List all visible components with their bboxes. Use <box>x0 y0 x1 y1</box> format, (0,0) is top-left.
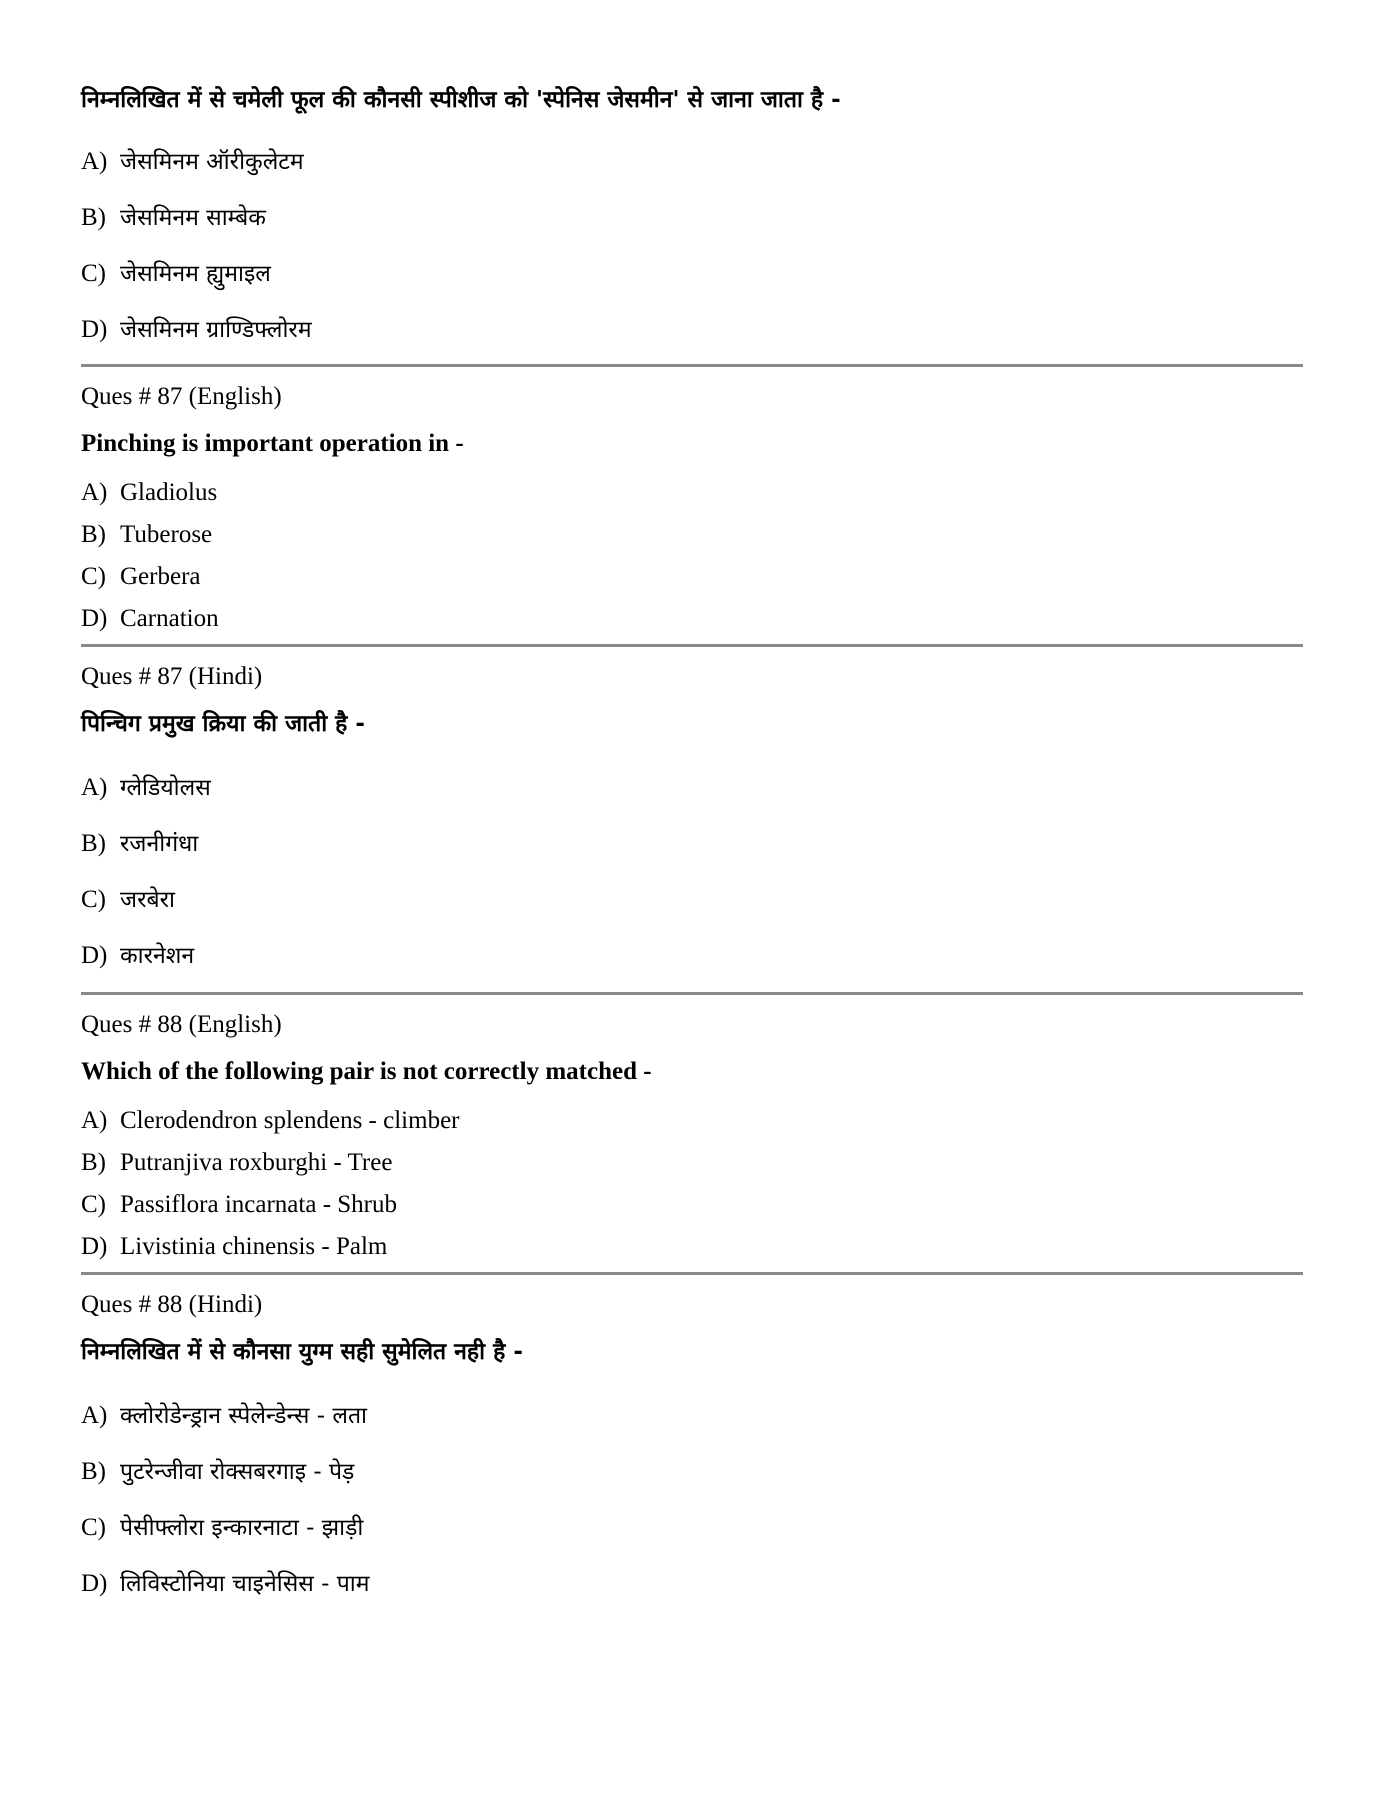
question-text: Pinching is important operation in - <box>81 430 464 457</box>
question-87-hindi <box>81 662 1303 984</box>
option-letter: C) <box>81 260 106 287</box>
option-text: जेसमिनम ह्युमाइल <box>120 261 271 287</box>
option-text: Gladiolus <box>120 479 218 506</box>
option-letter: D) <box>81 1233 108 1260</box>
option-letter: C) <box>81 886 106 913</box>
option-c <box>81 1184 1303 1226</box>
option-text: रजनीगंधा <box>120 831 199 857</box>
option-letter: B) <box>81 830 106 857</box>
option-letter: A) <box>81 148 108 175</box>
option-text: Carnation <box>120 605 219 632</box>
option-d <box>81 302 1303 358</box>
option-letter: B) <box>81 1149 106 1176</box>
option-letter: B) <box>81 204 106 231</box>
option-letter: B) <box>81 1458 106 1485</box>
option-b <box>81 1142 1303 1184</box>
option-letter: A) <box>81 1402 108 1429</box>
option-text: जेसमिनम साम्बेक <box>120 205 266 231</box>
question-text: निम्नलिखित में से कौनसा युग्म सही सुमेलित नही है - <box>81 1339 523 1365</box>
question-label: Ques # 88 (English) <box>81 1011 282 1038</box>
option-text: Gerbera <box>120 563 201 590</box>
option-b <box>81 514 1303 556</box>
option-letter: C) <box>81 1514 106 1541</box>
option-list <box>81 1388 1303 1612</box>
option-d <box>81 1556 1303 1612</box>
option-text: Tuberose <box>120 521 213 548</box>
question-88-english <box>81 1010 1303 1268</box>
option-text: ग्लेडियोलस <box>120 775 211 801</box>
option-letter: C) <box>81 1191 106 1218</box>
option-c <box>81 556 1303 598</box>
option-c <box>81 1500 1303 1556</box>
option-text: जरबेरा <box>120 887 175 913</box>
option-letter: C) <box>81 563 106 590</box>
option-a <box>81 1388 1303 1444</box>
option-letter: A) <box>81 479 108 506</box>
option-c <box>81 872 1303 928</box>
option-text: Livistinia chinensis - Palm <box>120 1233 388 1260</box>
option-list <box>81 760 1303 984</box>
option-text: पेसीफ्लोरा इन्कारनाटा - झाड़ी <box>120 1515 364 1541</box>
option-letter: A) <box>81 1107 108 1134</box>
option-a <box>81 134 1303 190</box>
question-87-english <box>81 382 1303 640</box>
question-label: Ques # 88 (Hindi) <box>81 1291 263 1318</box>
option-letter: A) <box>81 774 108 801</box>
option-text: Putranjiva roxburghi - Tree <box>120 1149 393 1176</box>
question-text: निम्नलिखित में से चमेली फूल की कौनसी स्पीशीज को 'स्पेनिस जेसमीन' से जाना जाता है - <box>81 87 841 113</box>
option-d <box>81 598 1303 640</box>
option-a <box>81 472 1303 514</box>
option-a <box>81 760 1303 816</box>
option-letter: D) <box>81 316 108 343</box>
option-text: लिविस्टोनिया चाइनेसिस - पाम <box>120 1571 370 1597</box>
question-86-hindi <box>81 84 1303 358</box>
option-b <box>81 1444 1303 1500</box>
question-label: Ques # 87 (Hindi) <box>81 663 263 690</box>
question-text: Which of the following pair is not correctly matched - <box>81 1058 652 1085</box>
option-letter: B) <box>81 521 106 548</box>
question-text: पिन्चिग प्रमुख क्रिया की जाती है - <box>81 711 365 737</box>
option-b <box>81 190 1303 246</box>
option-text: कारनेशन <box>120 943 195 969</box>
option-text: जेसमिनम ग्राण्डिफ्लोरम <box>120 317 312 343</box>
option-list <box>81 472 1303 640</box>
option-d <box>81 1226 1303 1268</box>
option-text: जेसमिनम ऑरीकुलेटम <box>120 149 304 175</box>
option-a <box>81 1100 1303 1142</box>
question-label: Ques # 87 (English) <box>81 383 282 410</box>
option-text: पुटरेन्जीवा रोक्सबरगाइ - पेड़ <box>120 1459 355 1485</box>
option-text: Passiflora incarnata - Shrub <box>120 1191 398 1218</box>
question-88-hindi <box>81 1290 1303 1612</box>
option-c <box>81 246 1303 302</box>
option-letter: D) <box>81 942 108 969</box>
option-list <box>81 134 1303 358</box>
option-d <box>81 928 1303 984</box>
question-sheet <box>81 84 1303 1612</box>
option-b <box>81 816 1303 872</box>
option-letter: D) <box>81 605 108 632</box>
option-list <box>81 1100 1303 1268</box>
option-letter: D) <box>81 1570 108 1597</box>
option-text: Clerodendron splendens - climber <box>120 1107 460 1134</box>
option-text: क्लोरोडेन्ड्रान स्पेलेन्डेन्स - लता <box>120 1403 368 1429</box>
